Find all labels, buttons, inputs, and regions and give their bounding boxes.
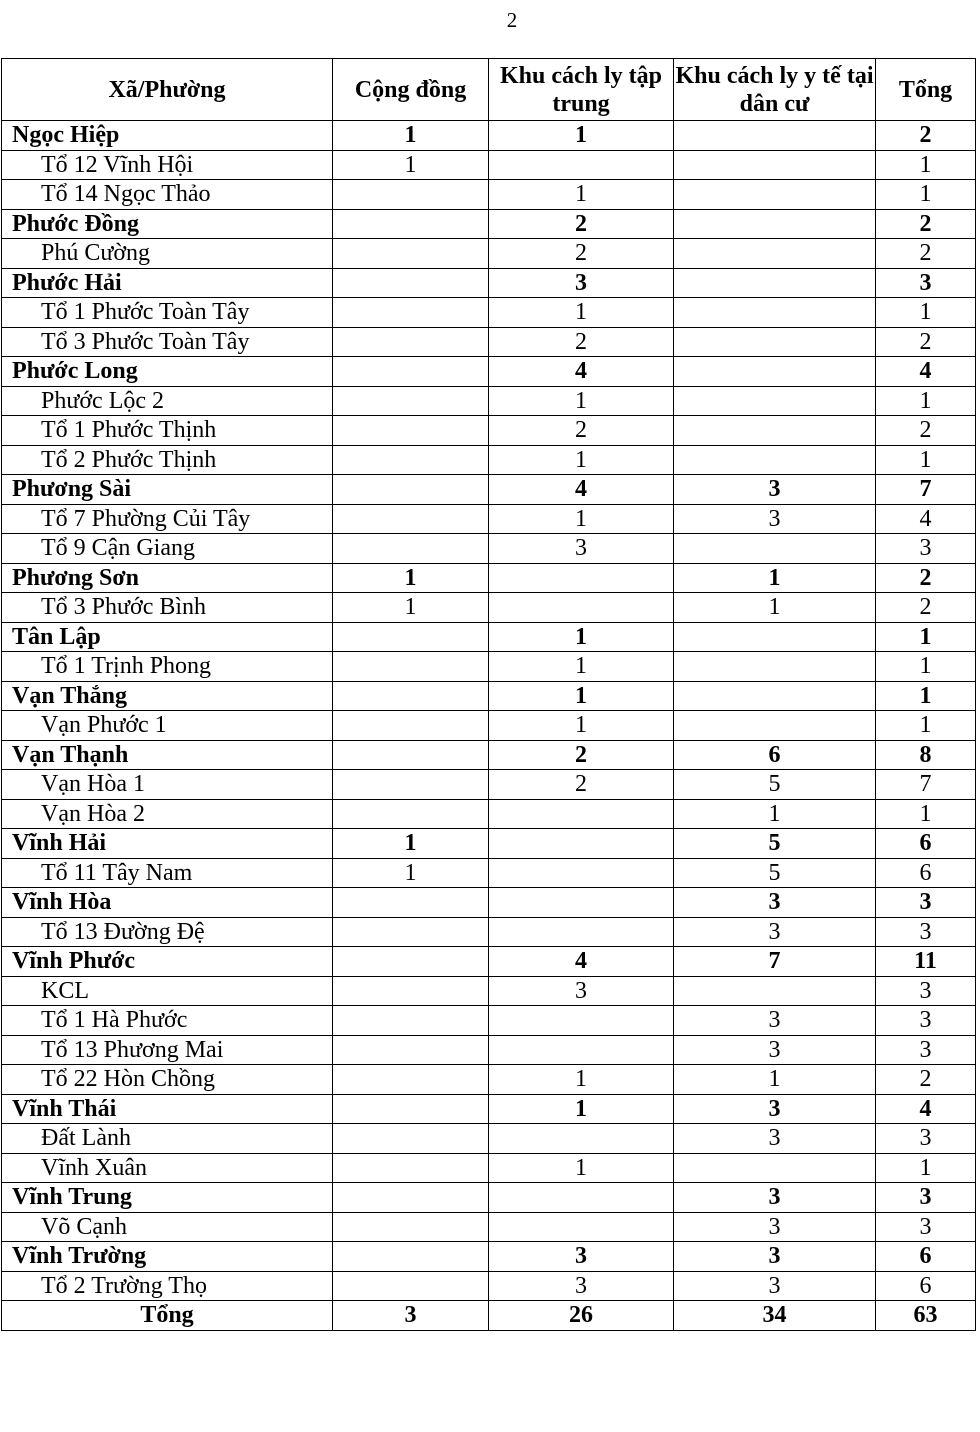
- cell-name: Phước Hải: [2, 268, 333, 298]
- cell-tong: 1: [876, 622, 976, 652]
- cell-dan-cu: [674, 386, 876, 416]
- cell-dan-cu: 3: [674, 1124, 876, 1154]
- cell-cong-dong: 1: [333, 150, 489, 180]
- cell-name: Tổ 1 Phước Thịnh: [2, 416, 333, 446]
- cell-name: Võ Cạnh: [2, 1212, 333, 1242]
- cell-name: Vĩnh Trung: [2, 1183, 333, 1213]
- table-row: [2, 1212, 976, 1242]
- cell-tap-trung: [489, 1006, 674, 1036]
- table-group-row: [2, 475, 976, 505]
- cell-name: KCL: [2, 976, 333, 1006]
- cell-dan-cu: [674, 445, 876, 475]
- cell-tap-trung: 1: [489, 180, 674, 210]
- table-row: [2, 770, 976, 800]
- table-row: [2, 180, 976, 210]
- table-row: [2, 652, 976, 682]
- cell-cong-dong: [333, 475, 489, 505]
- cell-dan-cu: 3: [674, 1212, 876, 1242]
- cell-name: Phương Sài: [2, 475, 333, 505]
- cell-cong-dong: [333, 386, 489, 416]
- cell-tong: 7: [876, 475, 976, 505]
- cell-name: Tân Lập: [2, 622, 333, 652]
- cell-name: Tổ 9 Cận Giang: [2, 534, 333, 564]
- cell-tong: 1: [876, 652, 976, 682]
- cell-dan-cu: [674, 121, 876, 151]
- cell-cong-dong: [333, 268, 489, 298]
- cell-dan-cu: [674, 1153, 876, 1183]
- cell-tong: 1: [876, 711, 976, 741]
- cell-tong: 1: [876, 681, 976, 711]
- cell-dan-cu: [674, 534, 876, 564]
- cell-dan-cu: [674, 357, 876, 387]
- cell-tap-trung: 3: [489, 1242, 674, 1272]
- cell-name: Phước Long: [2, 357, 333, 387]
- cell-tap-trung: 1: [489, 121, 674, 151]
- table-row: [2, 799, 976, 829]
- cell-dan-cu: 3: [674, 1006, 876, 1036]
- cell-tong: 6: [876, 829, 976, 859]
- cell-name: Tổ 14 Ngọc Thảo: [2, 180, 333, 210]
- cell-name: Tổ 1 Hà Phước: [2, 1006, 333, 1036]
- cell-dan-cu: 1: [674, 593, 876, 623]
- cell-name: Vĩnh Thái: [2, 1094, 333, 1124]
- cell-dan-cu: 3: [674, 1271, 876, 1301]
- cell-cong-dong: 1: [333, 858, 489, 888]
- cell-name: Vạn Thạnh: [2, 740, 333, 770]
- header-khu-cach-ly-dan-cu: Khu cách ly y tế tại dân cư: [674, 59, 876, 121]
- cell-cong-dong: [333, 1242, 489, 1272]
- cell-tong: 6: [876, 1242, 976, 1272]
- cell-cong-dong: [333, 622, 489, 652]
- cell-dan-cu: 6: [674, 740, 876, 770]
- cell-tap-trung: 3: [489, 976, 674, 1006]
- cell-tong: 1: [876, 180, 976, 210]
- cell-tap-trung: [489, 593, 674, 623]
- cell-name: Đất Lành: [2, 1124, 333, 1154]
- cell-tong: 6: [876, 1271, 976, 1301]
- cell-dan-cu: [674, 416, 876, 446]
- table-group-row: [2, 357, 976, 387]
- total-cong-dong: 3: [333, 1301, 489, 1331]
- cell-tong: 2: [876, 593, 976, 623]
- cell-cong-dong: [333, 1065, 489, 1095]
- table-row: [2, 858, 976, 888]
- table-header-row: [2, 59, 976, 121]
- cell-dan-cu: [674, 681, 876, 711]
- cell-cong-dong: [333, 888, 489, 918]
- page-number: 2: [506, 8, 518, 32]
- cell-cong-dong: 1: [333, 563, 489, 593]
- table-row: [2, 239, 976, 269]
- cell-cong-dong: [333, 976, 489, 1006]
- total-dan-cu: 34: [674, 1301, 876, 1331]
- cell-cong-dong: [333, 740, 489, 770]
- cell-tong: 3: [876, 917, 976, 947]
- cell-tap-trung: [489, 1035, 674, 1065]
- cell-dan-cu: 3: [674, 475, 876, 505]
- cell-tap-trung: 3: [489, 1271, 674, 1301]
- cell-cong-dong: [333, 917, 489, 947]
- cell-name: Vĩnh Hải: [2, 829, 333, 859]
- cell-tong: 2: [876, 563, 976, 593]
- cell-tap-trung: [489, 858, 674, 888]
- cell-tong: 3: [876, 1006, 976, 1036]
- cell-dan-cu: 5: [674, 858, 876, 888]
- total-tong: 63: [876, 1301, 976, 1331]
- cell-dan-cu: 3: [674, 1094, 876, 1124]
- cell-name: Vạn Thắng: [2, 681, 333, 711]
- cell-tong: 6: [876, 858, 976, 888]
- table-row: [2, 298, 976, 328]
- cell-tap-trung: 1: [489, 386, 674, 416]
- cell-dan-cu: 1: [674, 799, 876, 829]
- cell-dan-cu: [674, 209, 876, 239]
- cell-tong: 3: [876, 888, 976, 918]
- cell-tong: 4: [876, 357, 976, 387]
- cell-tong: 3: [876, 976, 976, 1006]
- cell-dan-cu: [674, 711, 876, 741]
- cell-name: Vĩnh Xuân: [2, 1153, 333, 1183]
- cell-cong-dong: [333, 534, 489, 564]
- cell-tong: 2: [876, 209, 976, 239]
- cell-name: Tổ 12 Vĩnh Hội: [2, 150, 333, 180]
- cell-tong: 1: [876, 445, 976, 475]
- cell-dan-cu: [674, 268, 876, 298]
- cell-tap-trung: [489, 563, 674, 593]
- cell-tap-trung: 1: [489, 504, 674, 534]
- table-row: [2, 1153, 976, 1183]
- cell-tap-trung: 1: [489, 298, 674, 328]
- table-row: [2, 1271, 976, 1301]
- cell-tong: 1: [876, 298, 976, 328]
- cell-cong-dong: [333, 652, 489, 682]
- table-group-row: [2, 268, 976, 298]
- table-row: [2, 917, 976, 947]
- table-group-row: [2, 209, 976, 239]
- cell-tap-trung: [489, 1212, 674, 1242]
- cell-cong-dong: [333, 1006, 489, 1036]
- cell-tong: 4: [876, 1094, 976, 1124]
- cell-cong-dong: [333, 327, 489, 357]
- cell-name: Phú Cường: [2, 239, 333, 269]
- cell-tong: 3: [876, 1212, 976, 1242]
- table-total-row: [2, 1301, 976, 1331]
- cell-tong: 3: [876, 1124, 976, 1154]
- cell-tap-trung: 3: [489, 534, 674, 564]
- cell-cong-dong: [333, 1212, 489, 1242]
- cell-tap-trung: [489, 799, 674, 829]
- cell-tong: 11: [876, 947, 976, 977]
- cell-name: Tổ 7 Phường Củi Tây: [2, 504, 333, 534]
- table-row: [2, 445, 976, 475]
- cell-dan-cu: [674, 652, 876, 682]
- cases-table: [1, 58, 976, 1331]
- cell-tap-trung: 3: [489, 268, 674, 298]
- cell-dan-cu: 3: [674, 917, 876, 947]
- cell-tap-trung: 1: [489, 652, 674, 682]
- cell-dan-cu: 3: [674, 504, 876, 534]
- cell-cong-dong: [333, 1035, 489, 1065]
- table-group-row: [2, 681, 976, 711]
- cell-cong-dong: [333, 1183, 489, 1213]
- cell-tap-trung: [489, 829, 674, 859]
- table-group-row: [2, 622, 976, 652]
- cell-tong: 1: [876, 150, 976, 180]
- cell-dan-cu: [674, 180, 876, 210]
- cell-tong: 1: [876, 1153, 976, 1183]
- cell-tap-trung: 1: [489, 681, 674, 711]
- table-group-row: [2, 563, 976, 593]
- table-row: [2, 504, 976, 534]
- cell-tap-trung: [489, 1183, 674, 1213]
- cell-cong-dong: [333, 357, 489, 387]
- cell-name: Tổ 2 Phước Thịnh: [2, 445, 333, 475]
- table-group-row: [2, 947, 976, 977]
- cell-name: Ngọc Hiệp: [2, 121, 333, 151]
- cell-name: Tổ 2 Trường Thọ: [2, 1271, 333, 1301]
- cell-cong-dong: [333, 1153, 489, 1183]
- cell-dan-cu: 1: [674, 563, 876, 593]
- cell-dan-cu: 1: [674, 1065, 876, 1095]
- cell-dan-cu: 3: [674, 1242, 876, 1272]
- cell-name: Vạn Phước 1: [2, 711, 333, 741]
- cell-dan-cu: 7: [674, 947, 876, 977]
- table-row: [2, 1035, 976, 1065]
- cell-cong-dong: [333, 799, 489, 829]
- cell-name: Tổ 3 Phước Toàn Tây: [2, 327, 333, 357]
- cell-dan-cu: 3: [674, 1183, 876, 1213]
- cell-name: Phước Lộc 2: [2, 386, 333, 416]
- cell-cong-dong: [333, 1124, 489, 1154]
- cell-dan-cu: [674, 239, 876, 269]
- cell-tong: 2: [876, 121, 976, 151]
- header-tong: Tổng: [876, 59, 976, 121]
- cell-cong-dong: [333, 180, 489, 210]
- cell-name: Tổ 11 Tây Nam: [2, 858, 333, 888]
- cell-dan-cu: [674, 298, 876, 328]
- cell-tap-trung: 1: [489, 622, 674, 652]
- cell-tap-trung: [489, 888, 674, 918]
- table-body: [2, 121, 976, 1331]
- cell-tap-trung: 4: [489, 475, 674, 505]
- cell-tap-trung: 2: [489, 770, 674, 800]
- cell-dan-cu: [674, 150, 876, 180]
- header-khu-cach-ly-tap-trung: Khu cách ly tập trung: [489, 59, 674, 121]
- table-row: [2, 1124, 976, 1154]
- cell-name: Phước Đồng: [2, 209, 333, 239]
- cell-tap-trung: [489, 1124, 674, 1154]
- cell-tap-trung: 1: [489, 445, 674, 475]
- table-row: [2, 386, 976, 416]
- cell-tap-trung: 2: [489, 239, 674, 269]
- cell-dan-cu: [674, 622, 876, 652]
- total-tap-trung: 26: [489, 1301, 674, 1331]
- cell-cong-dong: [333, 1271, 489, 1301]
- cell-tap-trung: 2: [489, 327, 674, 357]
- cell-name: Phương Sơn: [2, 563, 333, 593]
- cell-cong-dong: [333, 416, 489, 446]
- cell-cong-dong: [333, 711, 489, 741]
- table-row: [2, 1006, 976, 1036]
- cell-tap-trung: 4: [489, 947, 674, 977]
- cell-cong-dong: [333, 770, 489, 800]
- cell-name: Vạn Hòa 2: [2, 799, 333, 829]
- cell-tong: 2: [876, 1065, 976, 1095]
- cell-tap-trung: 1: [489, 1153, 674, 1183]
- cell-tong: 3: [876, 534, 976, 564]
- cell-tap-trung: [489, 917, 674, 947]
- cell-tap-trung: 2: [489, 740, 674, 770]
- cell-tap-trung: 1: [489, 1094, 674, 1124]
- cell-tong: 8: [876, 740, 976, 770]
- cell-dan-cu: [674, 327, 876, 357]
- cell-tap-trung: 4: [489, 357, 674, 387]
- cell-dan-cu: 5: [674, 829, 876, 859]
- table-row: [2, 150, 976, 180]
- table-group-row: [2, 740, 976, 770]
- table-row: [2, 976, 976, 1006]
- cell-cong-dong: 1: [333, 593, 489, 623]
- header-xa-phuong: Xã/Phường: [2, 59, 333, 121]
- cell-dan-cu: 3: [674, 888, 876, 918]
- table-row: [2, 327, 976, 357]
- cell-cong-dong: [333, 445, 489, 475]
- header-cong-dong: Cộng đồng: [333, 59, 489, 121]
- cell-tap-trung: 1: [489, 1065, 674, 1095]
- cell-cong-dong: [333, 1094, 489, 1124]
- cell-name: Tổ 22 Hòn Chồng: [2, 1065, 333, 1095]
- cell-cong-dong: [333, 681, 489, 711]
- cell-tong: 3: [876, 1183, 976, 1213]
- cell-name: Vĩnh Hòa: [2, 888, 333, 918]
- cell-cong-dong: 1: [333, 829, 489, 859]
- cell-tong: 2: [876, 239, 976, 269]
- cell-tong: 2: [876, 416, 976, 446]
- table-group-row: [2, 121, 976, 151]
- cell-tong: 1: [876, 799, 976, 829]
- table-group-row: [2, 1094, 976, 1124]
- table-row: [2, 416, 976, 446]
- cell-tap-trung: 1: [489, 711, 674, 741]
- table-group-row: [2, 1183, 976, 1213]
- cell-cong-dong: [333, 947, 489, 977]
- cell-cong-dong: [333, 239, 489, 269]
- cell-tong: 3: [876, 268, 976, 298]
- cell-tap-trung: 2: [489, 209, 674, 239]
- table-group-row: [2, 888, 976, 918]
- cell-tong: 7: [876, 770, 976, 800]
- cell-name: Vĩnh Trường: [2, 1242, 333, 1272]
- cell-tong: 2: [876, 327, 976, 357]
- cell-tong: 4: [876, 504, 976, 534]
- cell-tong: 1: [876, 386, 976, 416]
- cell-dan-cu: 3: [674, 1035, 876, 1065]
- cell-name: Tổ 1 Phước Toàn Tây: [2, 298, 333, 328]
- table-row: [2, 593, 976, 623]
- table-row: [2, 1065, 976, 1095]
- cell-tap-trung: 2: [489, 416, 674, 446]
- table-row: [2, 534, 976, 564]
- cell-cong-dong: [333, 504, 489, 534]
- cell-dan-cu: [674, 976, 876, 1006]
- table-row: [2, 711, 976, 741]
- cell-name: Tổ 1 Trịnh Phong: [2, 652, 333, 682]
- cell-name: Vĩnh Phước: [2, 947, 333, 977]
- cell-tap-trung: [489, 150, 674, 180]
- table-group-row: [2, 829, 976, 859]
- cell-name: Tổ 13 Phương Mai: [2, 1035, 333, 1065]
- total-label: Tổng: [2, 1301, 333, 1331]
- cell-tong: 3: [876, 1035, 976, 1065]
- cell-dan-cu: 5: [674, 770, 876, 800]
- cell-name: Tổ 13 Đường Đệ: [2, 917, 333, 947]
- table-group-row: [2, 1242, 976, 1272]
- cell-cong-dong: [333, 298, 489, 328]
- cell-name: Tổ 3 Phước Bình: [2, 593, 333, 623]
- cell-cong-dong: [333, 209, 489, 239]
- cell-cong-dong: 1: [333, 121, 489, 151]
- cell-name: Vạn Hòa 1: [2, 770, 333, 800]
